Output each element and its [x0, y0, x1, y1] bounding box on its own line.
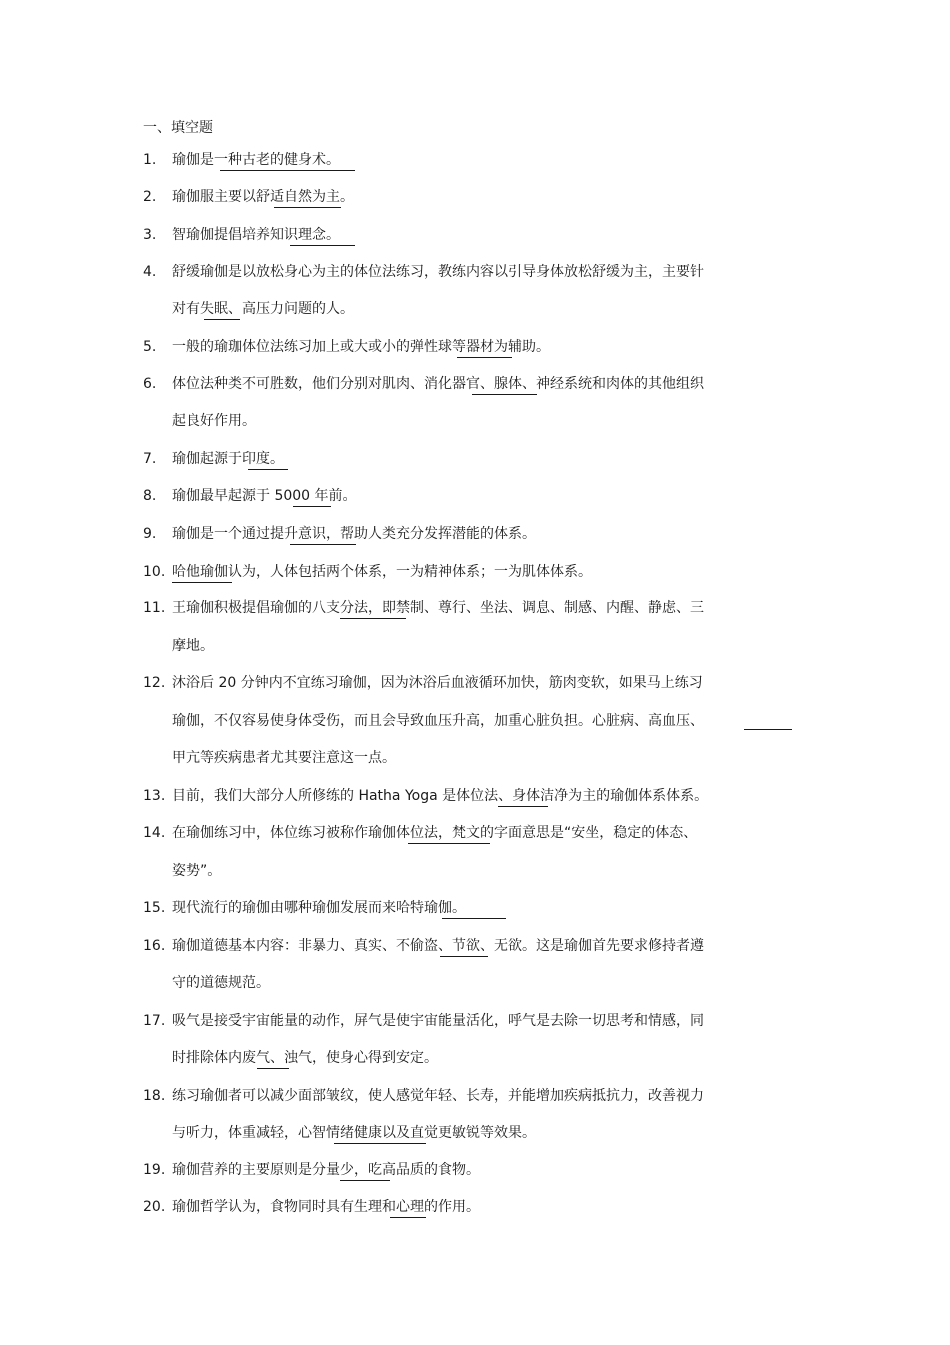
- item-text: 瑜伽是一个通过提升意识，帮助人类充分发挥潜能的体系。: [172, 526, 536, 542]
- item-number: 7.: [143, 451, 157, 467]
- answer-underline: [334, 1143, 426, 1144]
- item-text: 智瑜伽提倡培养知识理念。: [172, 227, 340, 243]
- answer-underline: [248, 469, 288, 470]
- answer-underline: [293, 506, 331, 507]
- answer-underline: [340, 618, 406, 619]
- item-text: 一般的瑜珈体位法练习加上或大或小的弹性球等器材为辅助。: [172, 339, 550, 355]
- item-continuation: 时排除体内废气、浊气，使身心得到安定。: [172, 1050, 438, 1066]
- item-text: 沐浴后 20 分钟内不宜练习瑜伽，因为沐浴后血液循环加快，筋肉变软，如果马上练习: [172, 675, 703, 691]
- answer-underline: [172, 582, 232, 583]
- item-continuation: 摩地。: [172, 638, 214, 654]
- answer-underline: [457, 357, 512, 358]
- item-text: 瑜伽服主要以舒适自然为主。: [172, 189, 354, 205]
- answer-underline: [472, 394, 537, 395]
- answer-underline: [440, 956, 488, 957]
- item-number: 3.: [143, 227, 157, 243]
- item-number: 10.: [143, 564, 166, 580]
- item-number: 13.: [143, 788, 166, 804]
- item-number: 12.: [143, 675, 166, 691]
- item-text: 体位法种类不可胜数，他们分别对肌肉、消化器官、腺体、神经系统和肉体的其他组织: [172, 376, 704, 392]
- answer-underline: [290, 544, 356, 545]
- item-number: 4.: [143, 264, 157, 280]
- item-number: 1.: [143, 152, 157, 168]
- item-continuation: 对有失眠、高压力问题的人。: [172, 301, 354, 317]
- item-text: 舒缓瑜伽是以放松身心为主的体位法练习，教练内容以引导身体放松舒缓为主，主要针: [172, 264, 704, 280]
- item-text: 瑜伽最早起源于 5000 年前。: [172, 488, 357, 504]
- item-text: 瑜伽营养的主要原则是分量少，吃高品质的食物。: [172, 1162, 480, 1178]
- answer-underline: [498, 806, 548, 807]
- item-continuation: 起良好作用。: [172, 413, 256, 429]
- item-continuation: 瑜伽，不仅容易使身体受伤，而且会导致血压升高，加重心脏负担。心脏病、高血压、: [172, 713, 704, 729]
- answer-underline: [204, 319, 240, 320]
- item-text: 练习瑜伽者可以减少面部皱纹，使人感觉年轻、长寿，并能增加疾病抵抗力，改善视力: [172, 1088, 704, 1104]
- item-text: 在瑜伽练习中，体位练习被称作瑜伽体位法，梵文的字面意思是“安坐，稳定的体态、: [172, 825, 698, 841]
- item-text: 瑜伽道德基本内容：非暴力、真实、不偷盗、节欲、无欲。这是瑜伽首先要求修持者遵: [172, 938, 704, 954]
- item-text: 王瑜伽积极提倡瑜伽的八支分法，即禁制、尊行、坐法、调息、制感、内醒、静虑、三: [172, 600, 704, 616]
- item-number: 6.: [143, 376, 157, 392]
- item-text: 瑜伽是一种古老的健身术。: [172, 152, 340, 168]
- item-number: 8.: [143, 488, 157, 504]
- item-number: 19.: [143, 1162, 166, 1178]
- answer-underline: [408, 843, 490, 844]
- answer-underline: [442, 918, 506, 919]
- item-number: 18.: [143, 1088, 166, 1104]
- answer-underline: [744, 729, 792, 730]
- item-text: 瑜伽哲学认为，食物同时具有生理和心理的作用。: [172, 1199, 480, 1215]
- answer-underline: [340, 1180, 390, 1181]
- item-text: 瑜伽起源于印度。: [172, 451, 284, 467]
- item-continuation: 甲亢等疾病患者尤其要注意这一点。: [172, 750, 396, 766]
- answer-underline: [257, 1068, 289, 1069]
- item-number: 16.: [143, 938, 166, 954]
- item-text: 哈他瑜伽认为，人体包括两个体系，一为精神体系；一为肌体体系。: [172, 564, 592, 580]
- answer-underline: [390, 1217, 426, 1218]
- item-continuation: 守的道德规范。: [172, 975, 270, 991]
- item-number: 11.: [143, 600, 166, 616]
- item-number: 5.: [143, 339, 157, 355]
- item-number: 20.: [143, 1199, 166, 1215]
- answer-underline: [290, 245, 355, 246]
- item-number: 14.: [143, 825, 166, 841]
- item-text: 现代流行的瑜伽由哪种瑜伽发展而来哈特瑜伽。: [172, 900, 466, 916]
- item-text: 目前，我们大部分人所修练的 Hatha Yoga 是体位法、身体洁净为主的瑜伽体系体系。: [172, 788, 709, 804]
- section-title: 一、填空题: [143, 120, 213, 136]
- item-continuation: 姿势”。: [172, 863, 222, 879]
- item-text: 吸气是接受宇宙能量的动作，屏气是使宇宙能量活化，呼气是去除一切思考和情感，同: [172, 1013, 704, 1029]
- item-number: 15.: [143, 900, 166, 916]
- item-number: 9.: [143, 526, 157, 542]
- answer-underline: [274, 207, 341, 208]
- item-number: 17.: [143, 1013, 166, 1029]
- item-number: 2.: [143, 189, 157, 205]
- item-continuation: 与听力，体重减轻，心智情绪健康以及直觉更敏锐等效果。: [172, 1125, 536, 1141]
- answer-underline: [220, 170, 355, 171]
